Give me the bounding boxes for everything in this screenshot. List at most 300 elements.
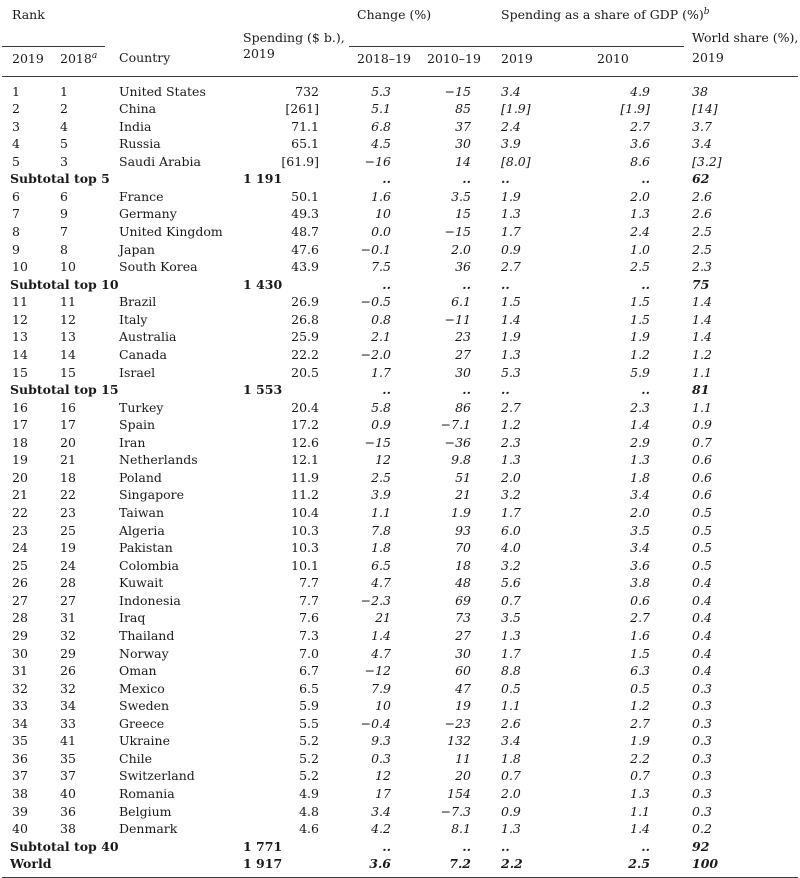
- spending-cell: 1 430: [243, 276, 283, 292]
- gdp-2019-cell: ..: [501, 171, 510, 187]
- spending-cell: 26.8: [291, 311, 319, 327]
- gdp-2019-cell: 3.5: [501, 610, 521, 626]
- rank-2019-cell: 21: [12, 487, 28, 503]
- change-2010-19-cell: 7.2: [419, 855, 487, 877]
- spending-cell: 7.6: [299, 610, 319, 626]
- gdp-2019-cell: 2.3: [501, 434, 521, 450]
- subtotal-label: Subtotal top 15: [10, 382, 119, 398]
- table-row: [2, 76, 798, 100]
- table-row: [2, 100, 798, 118]
- gdp-2019-cell: 3.2: [501, 487, 521, 503]
- rank-2018-cell: 32: [60, 680, 76, 696]
- spending-cell: 71.1: [291, 118, 319, 134]
- change-2018-19-cell: 6.8: [371, 118, 391, 134]
- gdp-2010-cell: 1.9: [630, 733, 651, 749]
- spending-cell: 17.2: [291, 417, 319, 433]
- country-cell: Oman: [119, 663, 157, 679]
- gdp-2010-cell: 1.2: [630, 346, 651, 362]
- rank-2019-cell: 12: [12, 311, 28, 327]
- gdp-2019-cell: 3.2: [501, 557, 521, 573]
- country-cell: Colombia: [119, 557, 179, 573]
- rank-2018-cell: 35: [60, 750, 76, 766]
- gdp-2019-cell: 1.3: [501, 206, 521, 222]
- spending-cell: [61.9]: [281, 153, 319, 169]
- change-2018-19-cell: 6.5: [371, 557, 391, 573]
- table-row: [2, 118, 798, 136]
- change-2018-19-cell: 0.8: [371, 311, 391, 327]
- rank-2019-cell: 9: [12, 241, 20, 257]
- rank-2018-cell: 23: [60, 505, 76, 520]
- rank-2018-cell: 37: [60, 768, 76, 784]
- change-2010-19-cell: −11: [444, 311, 471, 327]
- table-row: [2, 364, 798, 382]
- subtotal-label: World: [2, 855, 239, 877]
- country-cell: Denmark: [119, 821, 178, 837]
- spending-cell: 65.1: [291, 136, 319, 152]
- world-share-cell: 2.5: [692, 224, 712, 239]
- world-share-cell: 0.6: [692, 452, 712, 468]
- gdp-2019-cell: 1.3: [501, 821, 521, 837]
- spending-cell: 25.9: [291, 329, 319, 345]
- subtotal-label: Subtotal top 5: [10, 171, 110, 187]
- gdp-2010-cell: 2.2: [630, 750, 651, 766]
- change-2010-19-cell: 69: [455, 592, 471, 608]
- spending-cell: 22.2: [291, 346, 319, 362]
- country-cell: Saudi Arabia: [119, 153, 201, 169]
- rank-2018-cell: 16: [60, 399, 76, 415]
- spending-cell: 5.2: [299, 768, 319, 784]
- rank-2018-cell: 7: [60, 224, 68, 239]
- table-header: [2, 2, 798, 76]
- country-cell: France: [119, 188, 164, 204]
- country-cell: Germany: [119, 206, 177, 222]
- world-share-cell: 1.1: [692, 364, 712, 380]
- table-row: [2, 451, 798, 469]
- gdp-2019-cell: ..: [501, 382, 510, 398]
- change-2018-19-cell: 4.7: [371, 645, 391, 661]
- spending-cell: 5.9: [299, 698, 319, 714]
- gdp-2010-cell: 1.9: [630, 329, 651, 345]
- world-total-row: [2, 855, 798, 877]
- world-share-cell: 1.2: [692, 346, 712, 362]
- change-2010-19-cell: 14: [455, 153, 471, 169]
- country-cell: Spain: [119, 417, 156, 433]
- gdp-2010-cell: 3.8: [630, 575, 651, 591]
- table-row: [2, 153, 798, 171]
- rank-2018-cell: 41: [60, 733, 76, 749]
- change-2010-19-cell: −23: [444, 715, 471, 731]
- world-share-cell: 0.4: [692, 610, 712, 626]
- gdp-2010-cell: ..: [641, 382, 651, 398]
- gdp-2010-cell: 2.0: [630, 188, 651, 204]
- spending-cell: 7.0: [299, 645, 319, 661]
- gdp-2019-cell: ..: [501, 838, 510, 854]
- spending-cell: 6.5: [299, 680, 319, 696]
- gdp-2010-cell: 1.6: [630, 627, 651, 643]
- world-share-cell: 0.5: [692, 540, 712, 556]
- gdp-2019-cell: 1.7: [501, 224, 521, 239]
- rank-2018-cell: 20: [60, 434, 76, 450]
- change-2018-19-cell: −0.5: [360, 294, 391, 310]
- gdp-2010-cell: 2.4: [630, 224, 651, 239]
- change-2010-19-cell: 6.1: [451, 294, 471, 310]
- gdp-2010-cell: 1.2: [630, 698, 651, 714]
- gdp-2019-header: 2019: [501, 50, 533, 66]
- world-share-cell: 2.6: [692, 188, 712, 204]
- gdp-2019-cell: 1.3: [501, 627, 521, 643]
- table-row: [2, 732, 798, 750]
- rank-2019-cell: 11: [12, 294, 28, 310]
- spending-cell: 1 553: [243, 382, 283, 398]
- spending-cell: 10.3: [291, 540, 319, 556]
- country-cell: Iran: [119, 434, 146, 450]
- gdp-2010-cell: 1.3: [630, 452, 651, 468]
- change-2010-19-header: 2010–19: [427, 50, 481, 66]
- rank-2018-cell: 3: [60, 153, 68, 169]
- country-cell: Israel: [119, 364, 156, 380]
- world-share-cell: 0.4: [692, 575, 712, 591]
- rank-2019-cell: 29: [12, 627, 28, 643]
- change-2010-19-cell: ..: [462, 276, 471, 292]
- rank-2018-cell: 11: [60, 294, 76, 310]
- change-2018-19-cell: 1.7: [371, 364, 391, 380]
- change-2010-19-cell: 8.1: [451, 821, 471, 837]
- country-cell: Canada: [119, 346, 167, 362]
- gdp-2010-cell: 3.6: [630, 557, 651, 573]
- table-row: [2, 258, 798, 276]
- world-share-cell: 0.4: [692, 645, 712, 661]
- table-row: [2, 205, 798, 223]
- gdp-2019-cell: 8.8: [501, 663, 521, 679]
- gdp-2019-cell: 2.2: [487, 855, 561, 877]
- rank-2018-cell: 17: [60, 417, 76, 433]
- gdp-2019-cell: 5.3: [501, 364, 521, 380]
- rank-2019-cell: 4: [12, 136, 20, 152]
- rank-2018-cell: 5: [60, 136, 68, 152]
- change-2018-19-cell: 5.1: [371, 101, 391, 117]
- gdp-2010-cell: 3.6: [630, 136, 651, 152]
- rank-2018-cell: 32: [60, 627, 76, 643]
- table-row: [2, 697, 798, 715]
- country-cell: Australia: [119, 329, 177, 345]
- rank-2019-cell: 14: [12, 346, 28, 362]
- gdp-2010-cell: 4.9: [630, 83, 651, 99]
- change-2010-19-cell: 15: [455, 206, 471, 222]
- gdp-2010-cell: 2.7: [630, 715, 651, 731]
- change-2010-19-cell: 132: [447, 733, 471, 749]
- spending-cell: 5.2: [299, 750, 319, 766]
- rank-2019-cell: 35: [12, 733, 28, 749]
- rank-2019-cell: 38: [12, 786, 28, 801]
- gdp-2019-cell: 2.0: [501, 469, 521, 485]
- gdp-2019-cell: 3.4: [501, 83, 521, 99]
- world-share-cell: 0.2: [692, 821, 712, 837]
- spending-cell: 7.3: [299, 627, 319, 643]
- world-share-cell: 0.3: [692, 698, 712, 714]
- table-row: [2, 399, 798, 417]
- world-share-cell: 0.9: [692, 417, 712, 433]
- change-2018-19-cell: 10: [375, 206, 391, 222]
- gdp-2019-cell: 1.7: [501, 505, 521, 520]
- change-2018-19-cell: 7.5: [371, 259, 391, 275]
- spending-cell: 5.5: [299, 715, 319, 731]
- world-share-cell: 0.3: [692, 733, 712, 749]
- table-row: [2, 820, 798, 838]
- gdp-2019-cell: 0.5: [501, 680, 521, 696]
- change-2010-19-cell: ..: [462, 171, 471, 187]
- country-cell: Kuwait: [119, 575, 164, 591]
- rank-2019-cell: 2: [12, 101, 20, 117]
- world-share-cell: 75: [692, 276, 710, 292]
- change-2018-19-cell: 5.8: [371, 399, 391, 415]
- country-cell: Brazil: [119, 294, 157, 310]
- rank-2018-header: 2018$^a$: [60, 50, 98, 66]
- spending-cell: 43.9: [291, 259, 319, 275]
- country-cell: Romania: [119, 786, 175, 801]
- rank-2018-cell: 6: [60, 188, 68, 204]
- change-2018-19-cell: −0.1: [360, 241, 391, 257]
- rank-2019-cell: 5: [12, 153, 20, 169]
- change-2018-19-header: 2018–19: [357, 50, 411, 66]
- gdp-2019-cell: 1.8: [501, 750, 521, 766]
- table-row: [2, 416, 798, 434]
- spending-cell: 49.3: [291, 206, 319, 222]
- change-2018-19-cell: ..: [382, 171, 391, 187]
- change-2010-19-cell: ..: [462, 382, 471, 398]
- world-share-cell: 0.5: [692, 522, 712, 538]
- rank-2019-cell: 27: [12, 592, 28, 608]
- world-share-cell: 0.3: [692, 786, 712, 801]
- rank-2019-cell: 7: [12, 206, 20, 222]
- country-cell: Norway: [119, 645, 169, 661]
- country-cell: Sweden: [119, 698, 170, 714]
- world-share-header: World share (%),: [692, 30, 799, 45]
- world-share-cell: 38: [692, 83, 708, 99]
- country-cell: China: [119, 101, 157, 117]
- table-row: [2, 767, 798, 785]
- rank-2018-cell: 14: [60, 346, 76, 362]
- rank-2018-cell: 9: [60, 206, 68, 222]
- gdp-2010-cell: 1.3: [630, 206, 651, 222]
- change-2018-19-cell: 3.9: [371, 487, 391, 503]
- gdp-2019-cell: 2.4: [501, 118, 521, 134]
- change-2010-19-cell: 37: [455, 118, 471, 134]
- rank-2018-cell: 2: [60, 101, 68, 117]
- rank-2018-cell: 26: [60, 663, 76, 679]
- rank-2019-cell: 20: [12, 469, 28, 485]
- change-2018-19-cell: 12: [375, 452, 391, 468]
- gdp-2010-cell: [1.9]: [620, 101, 651, 117]
- world-share-cell: 0.6: [692, 487, 712, 503]
- spending-cell: 1 771: [243, 838, 283, 854]
- gdp-2010-cell: 0.7: [630, 768, 651, 784]
- spending-cell: 5.2: [299, 733, 319, 749]
- change-2018-19-cell: 3.4: [371, 803, 391, 819]
- spending-cell: 50.1: [291, 188, 319, 204]
- change-2018-19-cell: 5.3: [371, 83, 391, 99]
- gdp-share-group-header: Spending as a share of GDP (%)$^b$: [487, 2, 684, 46]
- rank-2019-cell: 26: [12, 575, 28, 591]
- rank-2019-header: 2019: [12, 50, 44, 66]
- change-2018-19-cell: 9.3: [371, 733, 391, 749]
- change-2010-19-cell: 27: [455, 346, 471, 362]
- gdp-2010-cell: 1.5: [630, 294, 651, 310]
- change-2010-19-cell: 154: [447, 786, 471, 801]
- change-2010-19-cell: 23: [455, 329, 471, 345]
- rank-2019-cell: 24: [12, 540, 28, 556]
- gdp-2010-cell: 1.4: [630, 821, 651, 837]
- gdp-2019-cell: 0.7: [501, 768, 521, 784]
- gdp-2019-cell: 5.6: [501, 575, 521, 591]
- gdp-2019-cell: 1.3: [501, 346, 521, 362]
- rank-2018-cell: 33: [60, 715, 76, 731]
- country-cell: Thailand: [119, 627, 175, 643]
- spending-cell: 4.8: [299, 803, 319, 819]
- change-2018-19-cell: 4.2: [371, 821, 391, 837]
- world-share-cell: 0.6: [692, 469, 712, 485]
- change-2018-19-cell: 0.0: [371, 224, 391, 239]
- gdp-2019-cell: 3.4: [501, 733, 521, 749]
- change-2010-19-cell: −7.1: [440, 417, 471, 433]
- rank-2019-cell: 23: [12, 522, 28, 538]
- gdp-2019-cell: [8.0]: [501, 153, 531, 169]
- subtotal-row: [2, 170, 798, 188]
- world-share-cell: 0.3: [692, 750, 712, 766]
- rank-2018-cell: 25: [60, 522, 76, 538]
- gdp-2010-cell: 0.5: [630, 680, 651, 696]
- spending-cell: 26.9: [291, 294, 319, 310]
- change-2010-19-cell: 30: [455, 645, 471, 661]
- table-row: [2, 241, 798, 259]
- spending-cell: [261]: [285, 101, 319, 117]
- gdp-2019-cell: 1.9: [501, 188, 521, 204]
- rank-2019-cell: 28: [12, 610, 28, 626]
- table-row: [2, 311, 798, 329]
- gdp-2019-cell: 0.9: [501, 803, 521, 819]
- country-cell: Greece: [119, 715, 165, 731]
- gdp-2010-cell: ..: [641, 276, 651, 292]
- gdp-2010-cell: 2.9: [630, 434, 651, 450]
- country-cell: Algeria: [119, 522, 165, 538]
- country-cell: Netherlands: [119, 452, 198, 468]
- spending-cell: 11.9: [291, 469, 319, 485]
- rank-2018-cell: 15: [60, 364, 76, 380]
- table-row: [2, 609, 798, 627]
- gdp-2019-cell: 0.7: [501, 592, 521, 608]
- country-cell: India: [119, 118, 152, 134]
- country-cell: Taiwan: [119, 505, 165, 520]
- gdp-2010-cell: 2.3: [630, 399, 651, 415]
- rank-2018-cell: 28: [60, 575, 76, 591]
- world-share-cell: 92: [692, 838, 710, 854]
- table-row: [2, 504, 798, 522]
- world-share-cell: 0.5: [692, 557, 712, 573]
- world-share-cell: 1.4: [692, 294, 712, 310]
- change-group-header: Change (%): [349, 2, 487, 46]
- table-row: [2, 785, 798, 803]
- subtotal-label: Subtotal top 40: [10, 838, 119, 854]
- change-2018-19-cell: −2.0: [360, 346, 391, 362]
- table-row: [2, 434, 798, 452]
- change-2010-19-cell: 19: [455, 698, 471, 714]
- gdp-2019-cell: 1.9: [501, 329, 521, 345]
- rank-2018-cell: 12: [60, 311, 76, 327]
- table-row: [2, 715, 798, 733]
- rank-2019-cell: 17: [12, 417, 28, 433]
- gdp-2010-cell: ..: [641, 838, 651, 854]
- spending-cell: 10.1: [291, 557, 319, 573]
- spending-cell: 12.1: [291, 452, 319, 468]
- subtotal-label: Subtotal top 10: [10, 276, 119, 292]
- change-2018-19-cell: 7.9: [371, 680, 391, 696]
- rank-2019-cell: 15: [12, 364, 28, 380]
- rank-2018-cell: 27: [60, 592, 76, 608]
- gdp-2010-cell: 3.5: [630, 522, 651, 538]
- gdp-2010-header: 2010: [597, 50, 629, 66]
- world-share-cell: 3.4: [692, 136, 712, 152]
- rank-2019-cell: 3: [12, 118, 20, 134]
- rank-2019-cell: 19: [12, 452, 28, 468]
- rank-2018-cell: 1: [60, 83, 68, 99]
- gdp-2010-cell: 8.6: [630, 153, 651, 169]
- table-row: [2, 293, 798, 311]
- spending-cell: 20.4: [291, 399, 319, 415]
- change-2010-19-cell: 30: [455, 364, 471, 380]
- world-share-year-header: 2019: [692, 50, 724, 65]
- gdp-2019-cell: 2.6: [501, 715, 521, 731]
- subtotal-row: [2, 838, 798, 856]
- country-cell: Belgium: [119, 803, 172, 819]
- world-share-cell: 2.5: [692, 241, 712, 257]
- country-cell: United Kingdom: [119, 224, 223, 239]
- change-2010-19-cell: 21: [455, 487, 471, 503]
- change-2010-19-cell: 86: [455, 399, 471, 415]
- rank-2019-cell: 18: [12, 434, 28, 450]
- country-cell: Indonesia: [119, 592, 181, 608]
- change-2018-19-cell: 12: [375, 768, 391, 784]
- change-2018-19-cell: 1.4: [371, 627, 391, 643]
- rank-2019-cell: 40: [12, 821, 28, 837]
- gdp-2019-cell: [1.9]: [501, 101, 531, 117]
- country-cell: Turkey: [119, 399, 164, 415]
- change-2018-19-cell: −12: [364, 663, 391, 679]
- table-row: [2, 662, 798, 680]
- table-row: [2, 557, 798, 575]
- gdp-2010-cell: 2.7: [630, 118, 651, 134]
- country-cell: Iraq: [119, 610, 146, 626]
- change-2010-19-cell: ..: [462, 838, 471, 854]
- change-2018-19-cell: 17: [375, 786, 391, 801]
- change-2010-19-cell: 11: [455, 750, 471, 766]
- gdp-2019-cell: 1.2: [501, 417, 521, 433]
- gdp-2019-cell: 1.7: [501, 645, 521, 661]
- spending-cell: 20.5: [291, 364, 319, 380]
- world-share-cell: 81: [692, 382, 710, 398]
- change-2018-19-cell: −0.4: [360, 715, 391, 731]
- rank-2018-cell: 29: [60, 645, 76, 661]
- change-2010-19-cell: 1.9: [451, 505, 471, 520]
- spending-cell: 10.3: [291, 522, 319, 538]
- country-cell: Poland: [119, 469, 162, 485]
- spending-cell: 1 917: [239, 855, 349, 877]
- country-cell: Russia: [119, 136, 161, 152]
- world-share-cell: 0.4: [692, 592, 712, 608]
- gdp-2019-cell: 1.3: [501, 452, 521, 468]
- rank-2019-cell: 13: [12, 329, 28, 345]
- world-share-cell: 0.7: [692, 434, 712, 450]
- rank-2019-cell: 10: [12, 259, 28, 275]
- change-2018-19-cell: 21: [375, 610, 391, 626]
